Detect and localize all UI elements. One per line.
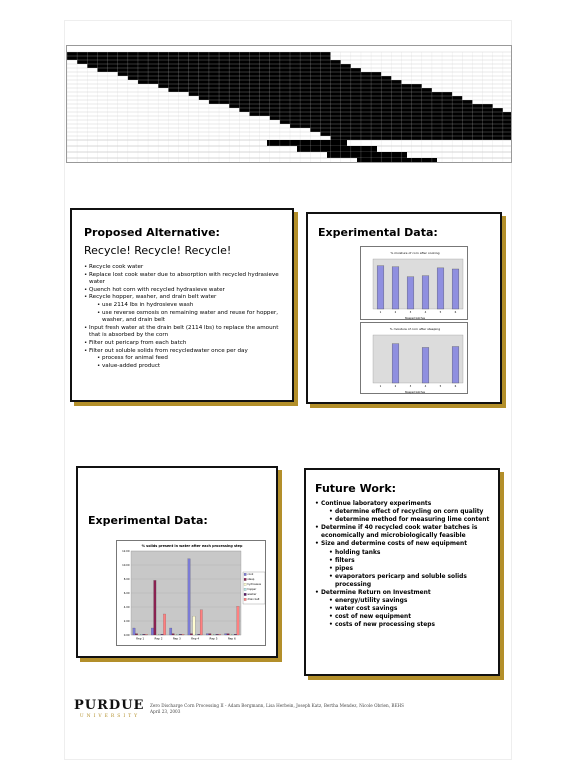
y-tick-label: 12.00 bbox=[122, 550, 130, 553]
bar bbox=[209, 634, 211, 635]
bar bbox=[422, 347, 429, 383]
x-tick-label: Rep 5 bbox=[209, 636, 218, 641]
legend-label: hydrosieve bbox=[247, 583, 262, 586]
bar bbox=[198, 634, 200, 635]
legend-label: drain belt bbox=[247, 598, 260, 601]
y-tick-label: 6.00 bbox=[123, 592, 130, 595]
bar bbox=[218, 634, 220, 635]
bullet-list bbox=[315, 500, 497, 630]
chart-title: % moisture of corn after cooking bbox=[390, 251, 440, 255]
bar bbox=[452, 269, 459, 309]
footer-authors: Zero Discharge Corn Processing II - Adam Bergmann, Lisa Herbein, Joseph Katz, Bertha Mendez, Nicole Obrien, BEHS bbox=[150, 703, 405, 708]
footer-date: April 23, 2003 bbox=[150, 709, 181, 714]
x-tick-label: 3 bbox=[409, 311, 412, 314]
bullet-list bbox=[84, 264, 289, 370]
schedule-band bbox=[270, 116, 512, 120]
sub-bullet-item: • determine effect of recycling on corn quality bbox=[315, 508, 497, 516]
x-tick-label: Rep 6 bbox=[227, 636, 236, 641]
legend-swatch bbox=[244, 593, 246, 595]
y-tick-label: 2.00 bbox=[123, 620, 130, 623]
bar bbox=[174, 634, 176, 635]
logo-wordmark: PURDUE bbox=[74, 698, 145, 713]
sub-bullet-item: • water cost savings bbox=[315, 605, 497, 613]
slide-subtitle: Recycle! Recycle! Recycle! bbox=[84, 244, 232, 257]
bullet-item: • Recycle cook water bbox=[84, 264, 289, 272]
x-tick-label: 2 bbox=[394, 385, 397, 388]
schedule-band bbox=[327, 152, 407, 158]
x-axis-label: Steeped batches bbox=[404, 317, 426, 320]
sub-bullet-item: • evaporators pericarp and soluble solids processing bbox=[315, 573, 497, 589]
bullet-item: • Replace lost cook water due to absorption with recycled hydrasieve water bbox=[84, 272, 289, 287]
slide-proposed-alternative bbox=[70, 208, 294, 402]
bar bbox=[138, 634, 140, 635]
bar bbox=[177, 634, 179, 635]
x-tick-label: Rep 1 bbox=[136, 636, 145, 641]
x-tick-label: 6 bbox=[454, 311, 457, 314]
bar bbox=[234, 634, 236, 635]
bar bbox=[193, 616, 195, 635]
legend-label: cook bbox=[247, 573, 254, 576]
bar bbox=[170, 628, 172, 635]
x-tick-label: 5 bbox=[439, 385, 442, 388]
bar bbox=[145, 634, 147, 635]
chart-title: % moisture of corn after steeping bbox=[389, 327, 441, 331]
y-tick-label: 4.00 bbox=[123, 606, 130, 609]
bar bbox=[437, 268, 444, 309]
sub-bullet-item: • use reverse osmosis on remaining water and reuse for hopper, washer, and drain belt bbox=[84, 310, 289, 325]
bullet-item: • Filter out pericarp from each batch bbox=[84, 340, 289, 348]
bar bbox=[172, 634, 174, 635]
x-tick-label: Rep 2 bbox=[154, 636, 163, 641]
y-tick-label: 8.00 bbox=[123, 578, 130, 581]
slide-experimental-data-moisture bbox=[306, 212, 502, 404]
bullet-item: • Input fresh water at the drain belt (2114 lbs) to replace the amount that is absorbed by the corn bbox=[84, 325, 289, 340]
logo-subtitle: UNIVERSITY bbox=[79, 714, 141, 719]
legend-swatch bbox=[244, 583, 246, 585]
bar bbox=[392, 267, 399, 309]
batch-schedule-table bbox=[66, 45, 512, 163]
purdue-logo bbox=[74, 700, 146, 720]
slide-title: Future Work: bbox=[315, 482, 397, 495]
y-tick-label: 10.00 bbox=[122, 564, 130, 567]
bar bbox=[422, 276, 429, 309]
sub-bullet-item: • cost of new equipment bbox=[315, 613, 497, 621]
moisture-after-cooking-chart bbox=[360, 246, 468, 320]
legend-swatch bbox=[244, 573, 246, 575]
bullet-item: • Filter out soluble solids from recycledwater once per day bbox=[84, 348, 289, 356]
bar bbox=[151, 628, 153, 635]
sub-bullet-item: • energy/utility savings bbox=[315, 597, 497, 605]
x-tick-label: Rep 3 bbox=[172, 636, 181, 641]
x-tick-label: 3 bbox=[409, 385, 412, 388]
bar bbox=[182, 634, 184, 635]
bar bbox=[229, 634, 231, 635]
bar bbox=[133, 628, 135, 635]
x-axis-label: Steeped batches bbox=[404, 391, 426, 394]
bar bbox=[140, 634, 142, 635]
schedule-band bbox=[297, 146, 377, 152]
sub-bullet-item: • determine method for measuring lime content bbox=[315, 516, 497, 524]
x-tick-label: 4 bbox=[424, 311, 427, 314]
bar bbox=[154, 580, 156, 635]
bar bbox=[135, 634, 137, 635]
sub-bullet-item: • value-added product bbox=[84, 363, 289, 371]
x-tick-label: 2 bbox=[394, 311, 397, 314]
bullet-item: • Quench hot corn with recycled hydrasieve water bbox=[84, 287, 289, 295]
bar bbox=[163, 614, 165, 635]
bar bbox=[392, 344, 399, 383]
slide-title: Experimental Data: bbox=[318, 226, 438, 239]
schedule-band bbox=[249, 112, 512, 116]
chart-svg bbox=[361, 323, 469, 395]
bar bbox=[161, 634, 163, 635]
legend-label: washer bbox=[247, 593, 257, 596]
legend-swatch bbox=[244, 598, 246, 600]
slide-experimental-data-solids bbox=[76, 466, 278, 658]
sub-bullet-item: • process for animal feed bbox=[84, 355, 289, 363]
bullet-item: • Determine if 40 recycled cook water batches is economically and microbiologically feasible bbox=[315, 524, 497, 540]
solids-chart bbox=[116, 540, 266, 646]
bullet-item: • Continue laboratory experiments bbox=[315, 500, 497, 508]
schedule-band bbox=[280, 120, 512, 124]
bar bbox=[143, 634, 145, 635]
bar bbox=[188, 559, 190, 635]
legend-swatch bbox=[244, 588, 246, 590]
x-tick-label: 5 bbox=[439, 311, 442, 314]
x-tick-label: 1 bbox=[379, 385, 382, 388]
bar bbox=[227, 634, 229, 635]
bar bbox=[190, 634, 192, 635]
plot-area bbox=[373, 335, 463, 383]
x-tick-label: Rep 4 bbox=[191, 636, 200, 641]
bar bbox=[156, 634, 158, 635]
schedule-band bbox=[331, 136, 512, 140]
bar bbox=[377, 266, 384, 309]
bullet-item: • Size and determine costs of new equipment bbox=[315, 540, 497, 548]
bar bbox=[452, 347, 459, 383]
schedule-band bbox=[290, 124, 512, 128]
sub-bullet-item: • use 2114 lbs in hydrosieve wash bbox=[84, 302, 289, 310]
bar bbox=[225, 634, 227, 635]
moisture-after-steeping-chart bbox=[360, 322, 468, 394]
bullet-item: • Determine Return on Investment bbox=[315, 589, 497, 597]
schedule-grid bbox=[67, 46, 512, 163]
bar bbox=[216, 634, 218, 635]
sub-bullet-item: • pipes bbox=[315, 565, 497, 573]
sub-bullet-item: • holding tanks bbox=[315, 549, 497, 557]
chart-svg bbox=[117, 541, 267, 647]
footer-credits bbox=[150, 703, 450, 715]
legend-swatch bbox=[244, 578, 246, 580]
slide-title: Proposed Alternative: bbox=[84, 226, 220, 239]
schedule-band bbox=[320, 132, 512, 136]
chart-svg bbox=[361, 247, 469, 321]
x-tick-label: 1 bbox=[379, 311, 382, 314]
bar bbox=[237, 606, 239, 635]
bullet-item: • Recycle hopper, washer, and drain belt water bbox=[84, 294, 289, 302]
bar bbox=[195, 634, 197, 635]
bar bbox=[211, 634, 213, 635]
sub-bullet-item: • costs of new processing steps bbox=[315, 621, 497, 629]
schedule-band bbox=[310, 128, 512, 132]
x-tick-label: 6 bbox=[454, 385, 457, 388]
bar bbox=[206, 634, 208, 635]
chart-title: % solids present in water after each processing step bbox=[141, 544, 243, 548]
slide-future-work bbox=[304, 468, 500, 676]
y-tick-label: 0.00 bbox=[123, 634, 130, 637]
bar bbox=[200, 610, 202, 635]
bar bbox=[232, 634, 234, 635]
legend-label: hopper bbox=[247, 588, 257, 591]
x-tick-label: 4 bbox=[424, 385, 427, 388]
sub-bullet-item: • filters bbox=[315, 557, 497, 565]
bar bbox=[214, 634, 216, 635]
bar bbox=[159, 634, 161, 635]
bar bbox=[407, 277, 414, 309]
bar bbox=[179, 634, 181, 635]
plot-area bbox=[373, 259, 463, 309]
legend-label: steep bbox=[247, 578, 255, 581]
schedule-band bbox=[357, 158, 437, 163]
slide-title: Experimental Data: bbox=[88, 514, 208, 527]
schedule-band bbox=[267, 140, 347, 146]
